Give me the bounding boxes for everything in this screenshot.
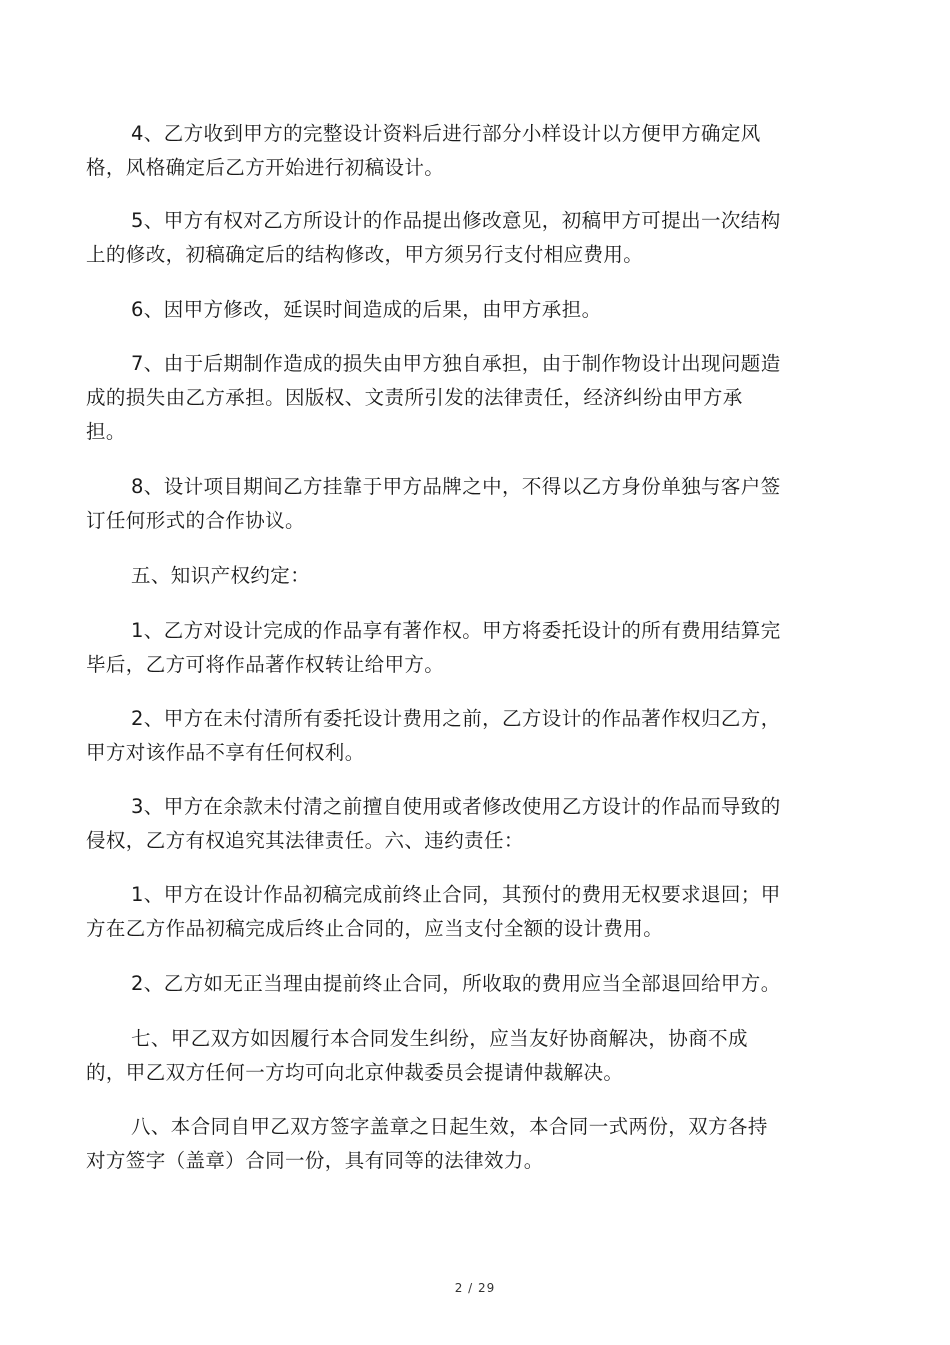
text-line: 格，风格确定后乙方开始进行初稿设计。 (86, 156, 445, 179)
breach-clause-2-paragraph (86, 967, 810, 1001)
clause-4-paragraph (86, 117, 810, 185)
text-line: 6、因甲方修改，延误时间造成的后果，由甲方承担。 (131, 298, 602, 321)
breach-clause-1-paragraph (86, 878, 810, 946)
text-line: 侵权，乙方有权追究其法律责任。六、违约责任： (86, 829, 524, 852)
text-line: 8、设计项目期间乙方挂靠于甲方品牌之中，不得以乙方身份单独与客户签 (131, 475, 781, 498)
clause-5-paragraph (86, 204, 810, 272)
ip-clause-2-paragraph (86, 702, 810, 770)
text-line: 方在乙方作品初稿完成后终止合同的，应当支付全额的设计费用。 (86, 917, 664, 940)
text-line: 5、甲方有权对乙方所设计的作品提出修改意见，初稿甲方可提出一次结构 (131, 209, 781, 232)
ip-clause-1-paragraph (86, 614, 810, 682)
text-line: 的，甲乙双方任何一方均可向北京仲裁委员会提请仲裁解决。 (86, 1061, 624, 1084)
clause-6-paragraph (86, 293, 810, 327)
text-line: 甲方对该作品不享有任何权利。 (86, 741, 365, 764)
section-5-heading (86, 559, 810, 593)
text-line: 1、乙方对设计完成的作品享有著作权。甲方将委托设计的所有费用结算完 (131, 619, 781, 642)
clause-8-paragraph (86, 470, 810, 538)
text-line: 上的修改，初稿确定后的结构修改，甲方须另行支付相应费用。 (86, 243, 644, 266)
section-heading-text: 五、知识产权约定： (131, 564, 311, 587)
text-line: 八、本合同自甲乙双方签字盖章之日起生效，本合同一式两份，双方各持 (131, 1115, 768, 1138)
text-line: 毕后，乙方可将作品著作权转让给甲方。 (86, 653, 445, 676)
text-line: 七、甲乙双方如因履行本合同发生纠纷，应当友好协商解决，协商不成 (131, 1027, 748, 1050)
text-line: 1、甲方在设计作品初稿完成前终止合同，其预付的费用无权要求退回；甲 (131, 883, 781, 906)
text-line: 7、由于后期制作造成的损失由甲方独自承担，由于制作物设计出现问题造 (131, 352, 781, 375)
text-line: 3、甲方在余款未付清之前擅自使用或者修改使用乙方设计的作品而导致的 (131, 795, 781, 818)
clause-7-paragraph (86, 347, 810, 449)
section-8-paragraph (86, 1110, 810, 1178)
page-number-indicator: 2 / 29 (454, 1281, 496, 1295)
text-line: 2、甲方在未付清所有委托设计费用之前，乙方设计的作品著作权归乙方， (131, 707, 781, 730)
text-line: 2、乙方如无正当理由提前终止合同，所收取的费用应当全部退回给甲方。 (131, 972, 781, 995)
section-7-paragraph (86, 1022, 810, 1090)
text-line: 担。 (86, 420, 126, 443)
text-line: 对方签字（盖章）合同一份，具有同等的法律效力。 (86, 1149, 544, 1172)
text-line: 4、乙方收到甲方的完整设计资料后进行部分小样设计以方便甲方确定风 (131, 122, 761, 145)
text-line: 成的损失由乙方承担。因版权、文责所引发的法律责任，经济纠纷由甲方承 (86, 386, 743, 409)
ip-clause-3-paragraph (86, 790, 810, 858)
text-line: 订任何形式的合作协议。 (86, 509, 305, 532)
